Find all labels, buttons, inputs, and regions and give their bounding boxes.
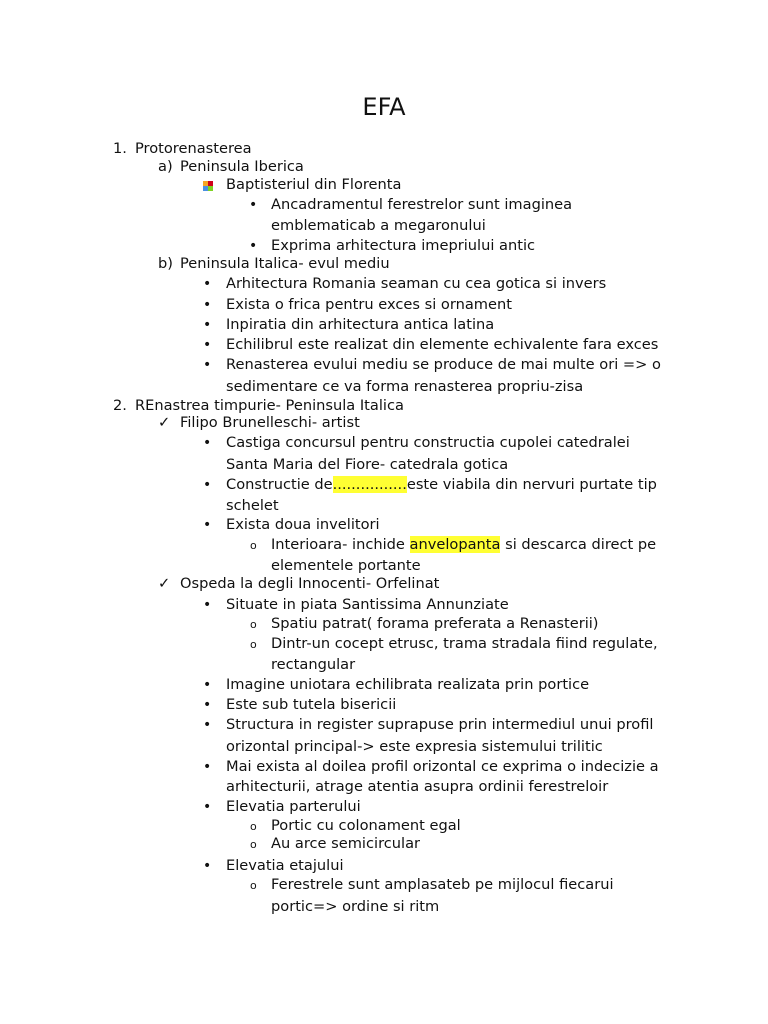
list-item-continuation: portic=> ordine si ritm: [271, 898, 440, 915]
list-item: Imagine uniotara echilibrata realizata prin portice: [226, 676, 590, 693]
list-item-continuation: arhitecturii, atrage atentia asupra ordinii ferestreloir: [226, 778, 609, 795]
list-item: Mai exista al doilea profil orizontal ce exprima o indecizie a: [226, 758, 659, 775]
list-item: Elevatia parterului: [226, 798, 361, 815]
list-item: Echilibrul este realizat din elemente echivalente fara exces: [226, 336, 659, 353]
circle-marker: o: [250, 838, 257, 851]
text-segment: Constructie de: [226, 476, 333, 493]
bullet-marker: •: [203, 276, 212, 292]
bullet-marker: •: [203, 297, 212, 313]
bullet-marker: •: [203, 677, 212, 693]
bullet-marker: •: [203, 477, 212, 493]
list-item-continuation: orizontal principal-> este expresia sistemului trilitic: [226, 738, 603, 755]
list-item: Renasterea evului mediu se produce de mai multe ori => o: [226, 356, 661, 373]
text-segment: este viabila din nervuri purtate tip: [406, 476, 657, 493]
bullet-marker: •: [203, 597, 212, 613]
square-bullet-icon: [203, 181, 213, 191]
list-item-continuation: emblematicab a megaronului: [271, 217, 486, 234]
highlighted-text: ................: [332, 476, 407, 493]
bullet-marker: •: [203, 517, 212, 533]
list-item: [271, 535, 656, 555]
list-item: Inpiratia din arhitectura antica latina: [226, 316, 495, 333]
bullet-marker: •: [203, 435, 212, 451]
list-item-continuation: rectangular: [271, 656, 356, 673]
list-item: Arhitectura Romania seaman cu cea gotica si invers: [226, 275, 607, 292]
list-letter: a): [158, 158, 173, 175]
list-item: Exista o frica pentru exces si ornament: [226, 296, 512, 313]
list-item: Ospeda la degli Innocenti- Orfelinat: [180, 575, 440, 592]
bullet-marker: •: [203, 337, 212, 353]
circle-marker: o: [250, 820, 257, 833]
subsection-heading: Peninsula Iberica: [180, 158, 304, 175]
list-item: Situate in piata Santissima Annunziate: [226, 596, 509, 613]
text-segment: si descarca direct pe: [500, 536, 657, 553]
list-item-continuation: Santa Maria del Fiore- catedrala gotica: [226, 456, 509, 473]
list-item: Dintr-un cocept etrusc, trama stradala fiind regulate,: [271, 635, 658, 652]
list-item: Ferestrele sunt amplasateb pe mijlocul fiecarui: [271, 876, 614, 893]
list-item-continuation: elementele portante: [271, 557, 421, 574]
bullet-marker: •: [203, 317, 212, 333]
document-title: EFA: [362, 93, 406, 121]
bullet-marker: •: [203, 717, 212, 733]
list-item: [226, 475, 657, 495]
list-item: Baptisteriul din Florenta: [226, 176, 402, 193]
list-item: Au arce semicircular: [271, 835, 421, 852]
highlighted-text: anvelopanta: [409, 536, 501, 553]
list-item-continuation: sedimentare ce va forma renasterea propriu-zisa: [226, 378, 584, 395]
subsection-heading: Peninsula Italica- evul mediu: [180, 255, 390, 272]
bullet-marker: •: [203, 357, 212, 373]
text-segment: Interioara- inchide: [271, 536, 410, 553]
check-icon: ✓: [158, 575, 171, 592]
bullet-marker: •: [203, 759, 212, 775]
circle-marker: o: [250, 879, 257, 892]
circle-marker: o: [250, 539, 257, 552]
list-item-continuation: schelet: [226, 497, 279, 514]
list-number: 2.: [113, 397, 127, 414]
bullet-marker: •: [249, 238, 258, 254]
bullet-marker: •: [203, 858, 212, 874]
bullet-marker: •: [203, 697, 212, 713]
circle-marker: o: [250, 618, 257, 631]
list-item: Exprima arhitectura imepriului antic: [271, 237, 536, 254]
list-item: Exista doua invelitori: [226, 516, 380, 533]
list-item: Portic cu colonament egal: [271, 817, 461, 834]
list-item: Este sub tutela bisericii: [226, 696, 397, 713]
list-number: 1.: [113, 140, 127, 157]
list-item: Filipo Brunelleschi- artist: [180, 414, 360, 431]
list-letter: b): [158, 255, 173, 272]
section-heading: REnastrea timpurie- Peninsula Italica: [135, 397, 404, 414]
bullet-marker: •: [249, 197, 258, 213]
bullet-marker: •: [203, 799, 212, 815]
list-item: Ancadramentul ferestrelor sunt imaginea: [271, 196, 573, 213]
circle-marker: o: [250, 638, 257, 651]
list-item: Elevatia etajului: [226, 857, 344, 874]
list-item: Castiga concursul pentru constructia cupolei catedralei: [226, 434, 630, 451]
list-item: Spatiu patrat( forama preferata a Renasterii): [271, 615, 599, 632]
check-icon: ✓: [158, 414, 171, 431]
section-heading: Protorenasterea: [135, 140, 252, 157]
list-item: Structura in register suprapuse prin intermediul unui profil: [226, 716, 654, 733]
